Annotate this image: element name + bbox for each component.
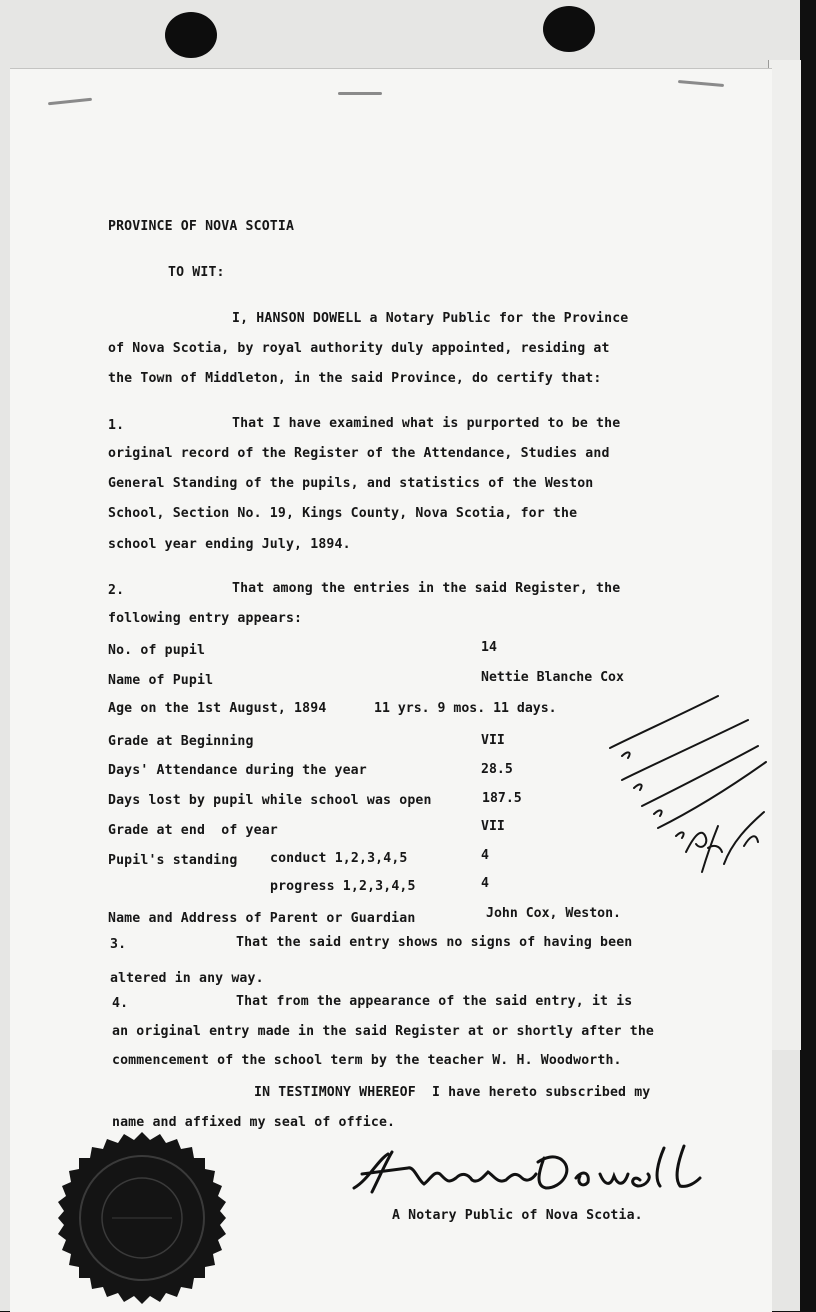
para2-line-1: That among the entries in the said Register, the bbox=[232, 581, 621, 596]
intro-line-2: of Nova Scotia, by royal authority duly appointed, residing at bbox=[108, 341, 610, 356]
parent-label: Name and Address of Parent or Guardian bbox=[108, 911, 416, 926]
days-lost-label: Days lost by pupil while school was open bbox=[108, 793, 432, 808]
grade-end-value: VII bbox=[481, 819, 505, 834]
heading: PROVINCE OF NOVA SCOTIA bbox=[108, 219, 295, 234]
attendance-value: 28.5 bbox=[481, 762, 513, 777]
para1-line-3: General Standing of the pupils, and statistics of the Weston bbox=[108, 476, 594, 491]
signer-title: A Notary Public of Nova Scotia. bbox=[392, 1208, 643, 1223]
testimony-line-1: IN TESTIMONY WHEREOF I have hereto subscribed my bbox=[254, 1085, 651, 1100]
punch-hole-left bbox=[165, 12, 217, 58]
age-label: Age on the 1st August, 1894 bbox=[108, 701, 327, 716]
underlying-sheet-edge bbox=[768, 60, 801, 1050]
para3-number: 3. bbox=[110, 937, 127, 952]
para4-line-2: an original entry made in the said Register at or shortly after the bbox=[112, 1024, 654, 1039]
pupil-number-value: 14 bbox=[481, 640, 497, 655]
para4-number: 4. bbox=[112, 996, 129, 1011]
para1-line-1: That I have examined what is purported to be the bbox=[232, 416, 621, 431]
para2-number: 2. bbox=[108, 583, 125, 598]
punch-hole-right bbox=[543, 6, 595, 52]
para2-line-2: following entry appears: bbox=[108, 611, 303, 626]
grade-begin-label: Grade at Beginning bbox=[108, 734, 254, 749]
pupil-name-value: Nettie Blanche Cox bbox=[481, 670, 624, 685]
handwritten-margin-note bbox=[598, 676, 778, 886]
conduct-label: conduct 1,2,3,4,5 bbox=[270, 851, 408, 866]
parent-value: John Cox, Weston. bbox=[486, 906, 621, 921]
standing-label: Pupil's standing bbox=[108, 853, 238, 868]
grade-end-label: Grade at end of year bbox=[108, 823, 278, 838]
para1-number: 1. bbox=[108, 418, 125, 433]
para4-line-1: That from the appearance of the said entry, it is bbox=[236, 994, 633, 1009]
attendance-label: Days' Attendance during the year bbox=[108, 763, 367, 778]
conduct-value: 4 bbox=[481, 848, 489, 863]
para1-line-5: school year ending July, 1894. bbox=[108, 537, 351, 552]
notary-seal bbox=[46, 1130, 238, 1306]
days-lost-value: 187.5 bbox=[482, 791, 522, 806]
staple-center bbox=[338, 92, 382, 95]
grade-begin-value: VII bbox=[481, 733, 505, 748]
testimony-line-2: name and affixed my seal of office. bbox=[112, 1115, 396, 1130]
para3-line-2: altered in any way. bbox=[110, 971, 264, 986]
para1-line-4: School, Section No. 19, Kings County, Nova Scotia, for the bbox=[108, 506, 578, 521]
progress-value: 4 bbox=[481, 876, 489, 891]
intro-line-1: I, HANSON DOWELL a Notary Public for the Province bbox=[232, 311, 629, 326]
intro-line-3: the Town of Middleton, in the said Province, do certify that: bbox=[108, 371, 602, 386]
to-wit: TO WIT: bbox=[168, 265, 225, 280]
para1-line-2: original record of the Register of the Attendance, Studies and bbox=[108, 446, 610, 461]
para3-line-1: That the said entry shows no signs of having been bbox=[236, 935, 633, 950]
progress-label: progress 1,2,3,4,5 bbox=[270, 879, 416, 894]
pupil-number-label: No. of pupil bbox=[108, 643, 206, 658]
pupil-name-label: Name of Pupil bbox=[108, 673, 214, 688]
age-value: 11 yrs. 9 mos. 11 days. bbox=[374, 701, 557, 716]
notary-signature bbox=[348, 1140, 718, 1204]
para4-line-3: commencement of the school term by the teacher W. H. Woodworth. bbox=[112, 1053, 622, 1068]
